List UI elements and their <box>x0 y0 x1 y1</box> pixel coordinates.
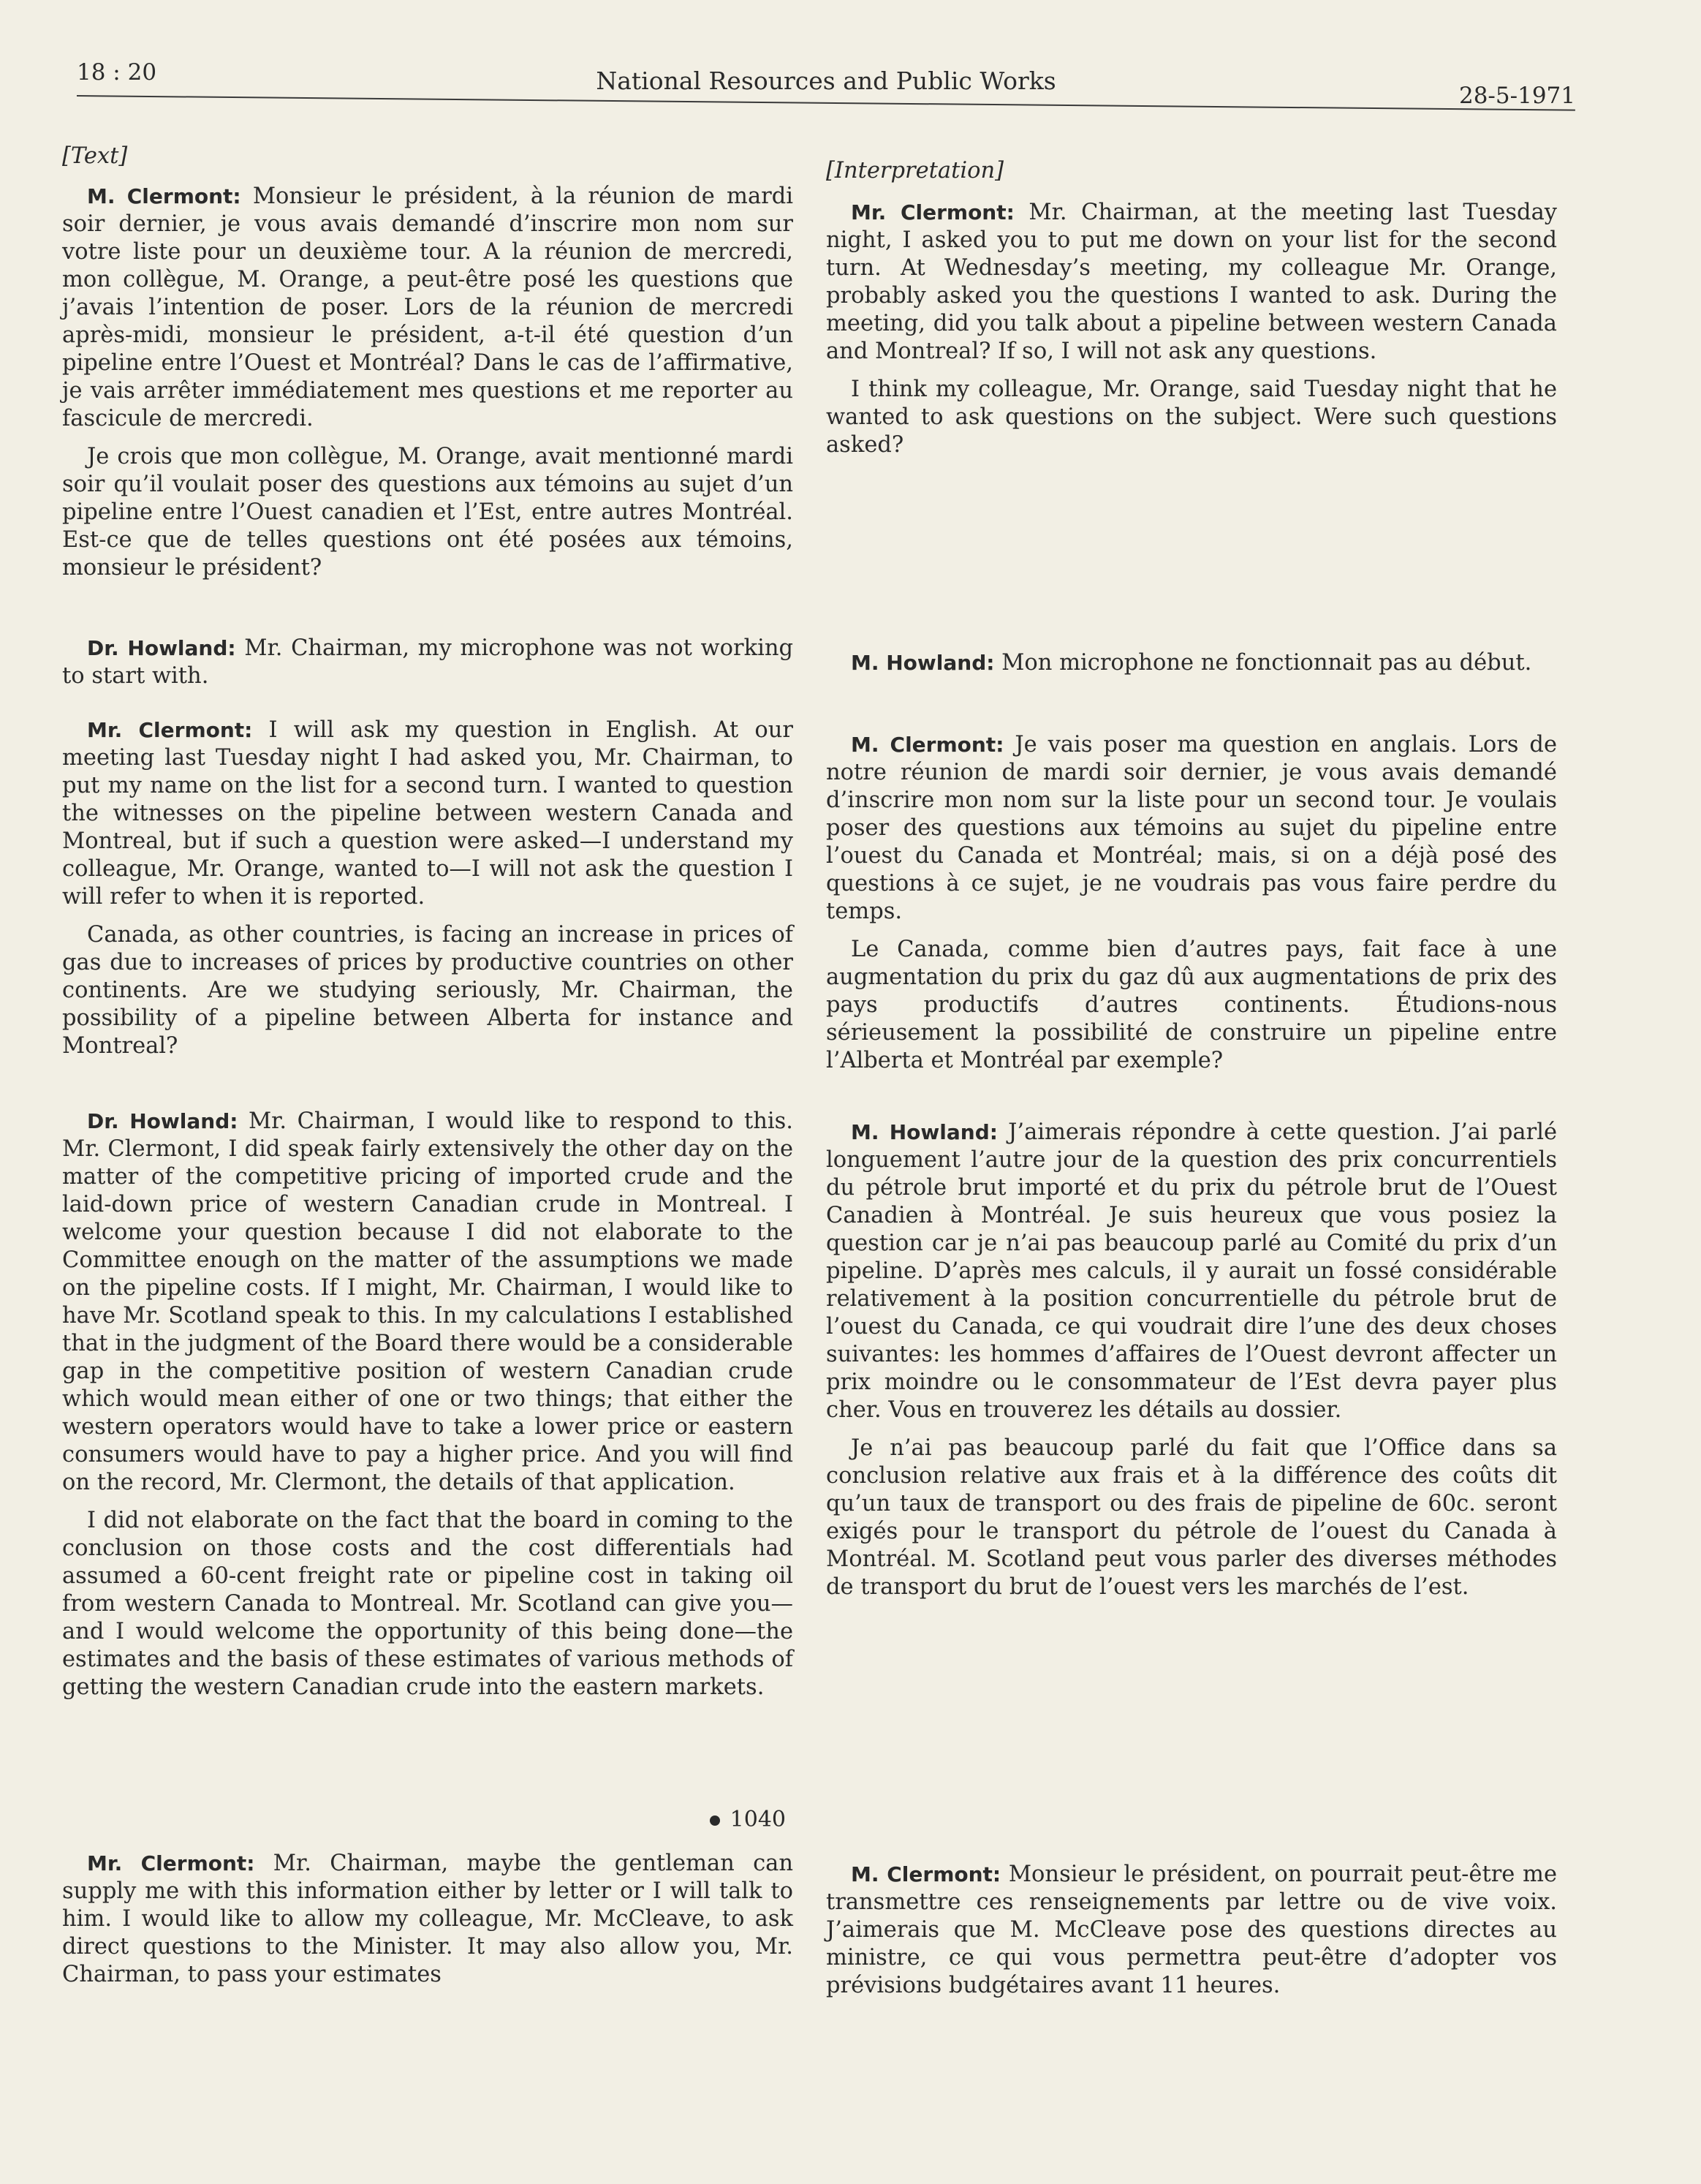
speech-paragraph: I did not elaborate on the fact that the board in coming to the conclusion on those costs and the cost differentials had assumed a 60-cent freight rate or pipeline cost in taking oil from western Canada to Montreal. Mr. Scotland can give you—and I would welcome the opportunity of this being done—the estimates and the basis of these estimates of various methods of getting the western Canadian crude into the eastern markets. <box>62 1508 793 1700</box>
speech-paragraph: Mr. Chairman, maybe the gentleman can supply me with this information either by letter or I will talk to him. I would like to allow my colleague, Mr. McCleave, to ask direct questions to the Minister. It may also allow you, Mr. Chairman, to pass your estimates <box>62 1851 793 1987</box>
speech-paragraph: Mr. Chairman, at the meeting last Tuesday night, I asked you to put me down on your list for the second turn. At Wednesday’s meeting, my colleague Mr. Orange, probably asked you the questions I wanted to ask. During the meeting, did you talk about a pipeline between western Canada and Montreal? If so, I will not ask any questions. <box>826 200 1557 364</box>
text-tag: [Text] <box>62 143 128 169</box>
speaker-label: Dr. Howland: <box>87 1109 238 1133</box>
speech-paragraph: Je n’ai pas beaucoup parlé du fait que l’Office dans sa conclusion relative aux frais et à la différence des coûts dit qu’un taux de transport ou des frais de pipeline de 60c. seront exigés pour le transport du pétrole de l’ouest du Canada à Montréal. M. Scotland peut vous parler des diverses méthodes de transport du brut de l’ouest vers les marchés de l’est. <box>826 1435 1557 1600</box>
left-speech-2 <box>62 635 793 700</box>
speech-paragraph: Mr. Chairman, my microphone was not working to start with. <box>62 635 793 689</box>
right-speech-2 <box>826 649 1557 687</box>
speaker-label: Mr. Clermont: <box>851 200 1015 224</box>
page-header <box>77 55 1575 110</box>
left-speech-1 <box>62 183 793 592</box>
speech-paragraph: I will ask my question in English. At our meeting last Tuesday night I had asked you, Mr. Chairman, to put my name on the list for a second turn. I wanted to question the witnesses on the pipeline between western Canada and Montreal, but if such a question were asked—I understand my colleague, Mr. Orange, wanted to—I will not ask the question I will refer to when it is reported. <box>62 717 794 910</box>
speaker-label: Mr. Clermont: <box>87 718 253 742</box>
time-marker <box>710 1806 786 1834</box>
running-title: National Resources and Public Works <box>596 67 1056 95</box>
speaker-label: M. Clermont: <box>851 1862 1001 1886</box>
speaker-label: M. Clermont: <box>87 184 241 208</box>
speech-paragraph: Monsieur le président, on pourrait peut-être me transmettre ces renseignements par lettre ou de vive voix. J’aimerais que M. McCleave pose des questions directes au ministre, ce qui vous permettra peut-être d’adopter vos prévisions budgétaires avant 11 heures. <box>826 1862 1558 1998</box>
speech-paragraph: Je vais poser ma question en anglais. Lors de notre réunion de mardi soir dernier, je vous avais demandé d’inscrire mon nom sur la liste pour un second tour. Je voulais poser des questions aux témoins au sujet du pipeline entre l’ouest du Canada et Montréal; mais, si on a déjà posé des questions à ce sujet, je ne voudrais pas vous faire perdre du temps. <box>826 732 1557 924</box>
speaker-label: M. Howland: <box>851 651 995 675</box>
header-date: 28-5-1971 <box>1458 83 1575 109</box>
left-tag-block <box>62 143 793 181</box>
page-number: 18 : 20 <box>77 59 157 86</box>
right-speech-5 <box>826 1861 1557 2010</box>
speech-paragraph: Le Canada, comme bien d’autres pays, fait face à une augmentation du prix du gaz dû aux augmentations de prix des pays productifs d’autres continents. Étudions-nous sérieusement la possibilité de construire un pipeline entre l’Alberta et Montréal par exemple? <box>826 937 1557 1073</box>
right-tag-block <box>826 157 1557 195</box>
speaker-label: M. Howland: <box>851 1120 998 1144</box>
right-speech-1 <box>826 199 1557 469</box>
speech-paragraph: J’aimerais répondre à cette question. J’ai parlé longuement l’autre jour de la question des prix concurrentiels du pétrole brut importé et du prix du pétrole brut de l’Ouest Canadien à Montréal. Je suis heureux que vous posiez la question car je n’ai pas beaucoup parlé au Comité du prix d’un pipeline. D’après mes calculs, il y aurait un fossé considérable relativement à la position concurrentielle du pétrole brut de l’ouest du Canada, ce qui voudrait dire l’une des deux choses suivantes: les hommes d’affaires de l’Ouest devront affecter un prix moindre ou le consommateur de l’Est devra payer plus cher. Vous en trouverez les détails au dossier. <box>826 1119 1557 1423</box>
left-speech-4 <box>62 1108 793 1712</box>
bullet-icon <box>710 1815 720 1826</box>
speech-paragraph: Mr. Chairman, I would like to respond to this. Mr. Clermont, I did speak fairly extensively the other day on the matter of the competitive pricing of imported crude and the laid-down price of western Canadian crude in Montreal. I welcome your question because I did not elaborate to the Committee enough on the matter of the assumptions we made on the pipeline costs. If I might, Mr. Chairman, I would like to have Mr. Scotland speak to this. In my calculations I established that in the judgment of the Board there would be a considerable gap in the competitive position of western Canadian crude which would mean either of one or two things; that either the western operators would have to take a lower price or eastern consumers would have to pay a higher price. And you will find on the record, Mr. Clermont, the details of that application. <box>62 1108 794 1495</box>
speech-paragraph: Canada, as other countries, is facing an increase in prices of gas due to increases of prices by productive countries on other continents. Are we studying seriously, Mr. Chairman, the possibility of a pipeline between Alberta for instance and Montreal? <box>62 922 793 1059</box>
speech-paragraph: I think my colleague, Mr. Orange, said Tuesday night that he wanted to ask questions on the subject. Were such questions asked? <box>826 377 1557 458</box>
right-speech-4 <box>826 1119 1557 1611</box>
left-speech-3 <box>62 717 793 1070</box>
speech-paragraph: Mon microphone ne fonctionnait pas au début. <box>1001 650 1532 676</box>
speaker-label: M. Clermont: <box>851 733 1004 757</box>
speaker-label: Dr. Howland: <box>87 636 236 660</box>
speaker-label: Mr. Clermont: <box>87 1851 255 1875</box>
left-speech-5 <box>62 1850 793 1999</box>
speech-paragraph: Je crois que mon collègue, M. Orange, avait mentionné mardi soir qu’il voulait poser des questions aux témoins au sujet d’un pipeline entre l’Ouest canadien et l’Est, entre autres Montréal. Est-ce que de telles questions ont été posées aux témoins, monsieur le président? <box>62 444 793 581</box>
speech-paragraph: Monsieur le président, à la réunion de mardi soir dernier, je vous avais demandé d’inscrire mon nom sur votre liste pour un deuxième tour. A la réunion de mercredi, mon collègue, M. Orange, a peut-être posé les questions que j’avais l’intention de poser. Lors de la réunion de mercredi après-midi, monsieur le président, a-t-il été question d’un pipeline entre l’Ouest et Montréal? Dans le cas de l’affirmative, je vais arrêter immédiatement mes questions et me reporter au fascicule de mercredi. <box>62 184 793 431</box>
right-speech-3 <box>826 731 1557 1085</box>
time-marker-label: 1040 <box>730 1807 786 1832</box>
interpretation-tag: [Interpretation] <box>826 158 1004 184</box>
